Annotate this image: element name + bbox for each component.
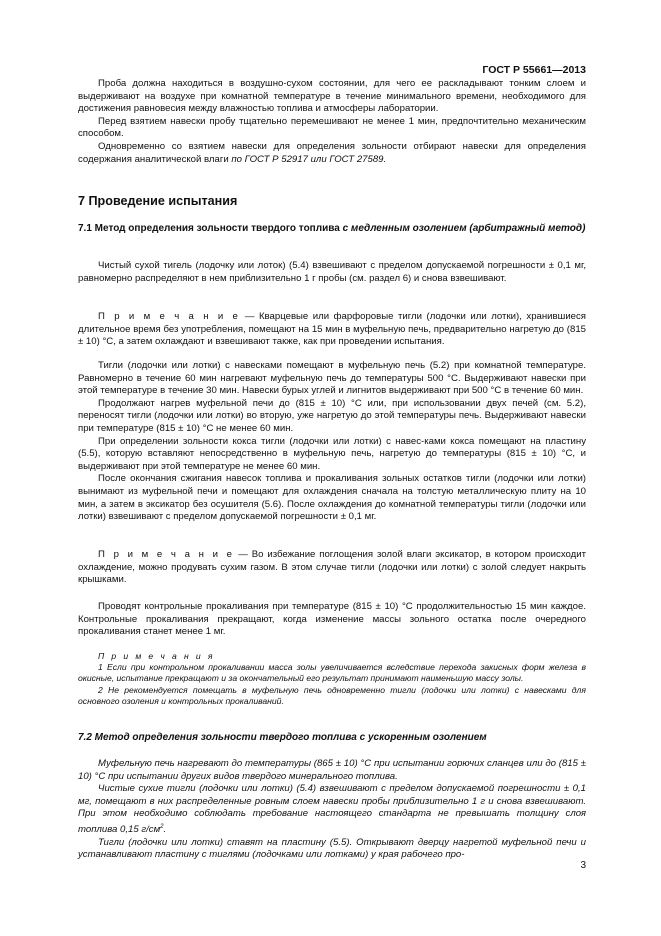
note-1-label: П р и м е ч а н и е [98, 311, 241, 322]
s71-note-2 [78, 549, 586, 587]
page-number: 3 [580, 860, 586, 871]
note-2-label: П р и м е ч а н и е [98, 549, 235, 560]
note-2-text: — Во избежание поглощения золой влаги эксикатор, в котором происходит охлаждение, можно продувать сухим газом. В этом случае тигли (лодочки или лотки) с золой следует накрыть крышками. [78, 549, 587, 586]
intro-p3-reference: по ГОСТ Р 52917 или ГОСТ 27589. [231, 153, 387, 165]
s72-p2-superscript: 2 [160, 823, 164, 830]
s71-note-1 [78, 311, 586, 349]
note-item-1: 1 Если при контрольном прокаливании масса золы увеличивается вследствие перехода закисных форм железа в окисные, испытание прекращают и за окончательный его результат принимают наименьшую массу золы. [78, 662, 586, 684]
s71-main-block [78, 360, 586, 524]
standard-header: ГОСТ Р 55661—2013 [482, 64, 586, 76]
note-1-text: — Кварцевые или фарфоровые тигли (лодочки или лотки), хранившиеся длительное время без употребления, помещают на 15 мин в муфельную печь, предварительно нагретую до (815 ± 10) °С, а затем охлаждают и взвешивают также, как при проведении испытания. [78, 311, 587, 348]
section-7-1-title-italic: с медленным озолением (арбитражный метод) [342, 223, 586, 234]
s72-paragraph-1: Муфельную печь нагревают до температуры (865 ± 10) °С при испытании горючих сланцев или до (815 ± 10) °С при испытании других видов твердого минерального топлива. [78, 758, 586, 782]
s72-block [78, 758, 586, 862]
s71-paragraph-1: Чистый сухой тигель (лодочку или лоток) (5.4) взвешивают с пределом допускаемой погрешности ± 0,1 мг, равномерно распределяют в нем приблизительно 1 г пробы (см. раздел 6) и снова взвешивают. [78, 260, 586, 284]
section-7-1-title-text: 7.1 Метод определения зольности твердого топлива [78, 223, 343, 234]
section-7-title: 7 Проведение испытания [78, 194, 238, 208]
s71-paragraph-5: После окончания сжигания навесок топлива и прокаливания зольных остатков тигли (лодочки или лотки) вынимают из муфельной печи и помещают для охлаждения сначала на толстую металлическую плиту на 10 мин, а затем в эксикатор без осушителя (5.6). После охлаждения до комнатной температуры тигли (лодочки или лотки) взвешивают с пределом допускаемой погрешности ± 0,1 мг. [78, 473, 586, 523]
s71-notes-block [78, 651, 586, 707]
intro-block [78, 78, 586, 166]
s71-paragraph-6: Проводят контрольные прокаливания при температуре (815 ± 10) °С продолжительностью 15 мин каждое. Контрольные прокаливания прекращают, когда изменение массы зольного остатка после очередного прокаливания станет менее 1 мг. [78, 601, 586, 638]
intro-paragraph-1: Проба должна находиться в воздушно-сухом состоянии, для чего ее раскладывают тонким слоем и выдерживают на воздухе при комнатной температуре в течение минимального времени, необходимого для достижения равновесия между влажностью топлива и атмосферы лаборатории. [78, 78, 586, 115]
intro-paragraph-2: Перед взятием навески пробу тщательно перемешивают не менее 1 мин, предпочтительно механическим способом. [78, 115, 586, 140]
s71-paragraph-2: Тигли (лодочки или лотки) с навесками помещают в муфельную печь (5.2) при комнатной температуре. Равномерно в течение 60 мин нагревают муфельную печь до температуры 500 °С. Выдерживают навески при этой температуре в течение 30 мин. Навески бурых углей и лигнитов выдерживают при 500 °С в течение 60 мин. [78, 360, 586, 397]
s72-p2-text: Чистые сухие тигли (лодочки или лотки) (5.4) взвешивают с пределом допускаемой погрешности ± 0,1 мг, помещают в них распределенные ровным слоем навески пробы приблизительно 1 г и снова взвешивают. При этом необходимо соблюдать требование настоящего стандарта не превышать толщину слоя топлива 0,15 г/см [78, 783, 586, 836]
notes-label: П р и м е ч а н и я [98, 651, 215, 661]
note-item-2: 2 Не рекомендуется помещать в муфельную печь одновременно тигли (лодочки или лотки) с навесками для основного озоления и контрольных прокаливаний. [78, 684, 586, 706]
section-7-1-title [78, 222, 586, 235]
s71-paragraph-3: Продолжают нагрев муфельной печи до (815 ± 10) °С или, при использовании двух печей (см. 5.2), переносят тигли (лодочки или лотки) во вторую, уже нагретую до этой температуры печь. Выдерживают навески при температуре (815 ± 10) °С не менее 60 мин. [78, 397, 586, 434]
s72-p2-end: . [163, 824, 167, 836]
intro-paragraph-3 [78, 141, 586, 166]
s71-paragraph-4: При определении зольности кокса тигли (лодочки или лотки) с навес-ками кокса помещают на пластину (5.5), которую вставляют непосредственно в муфельную печь, нагретую до температуры (815 ± 10) °С, и выдерживают при этой температуре не менее 60 мин. [78, 435, 586, 472]
s72-paragraph-3: Тигли (лодочки или лотки) ставят на пластину (5.5). Открывают дверцу нагретой муфельной печи и устанавливают пластину с тиглями (лодочками или лотками) у края рабочего про- [78, 836, 586, 861]
s72-paragraph-2 [78, 783, 586, 837]
section-7-2-title: 7.2 Метод определения зольности твердого топлива с ускоренным озолением [78, 732, 487, 743]
intro-p3-text: Одновременно со взятием навески для определения зольности отбирают навески для определения содержания аналитической влаги [78, 140, 586, 165]
